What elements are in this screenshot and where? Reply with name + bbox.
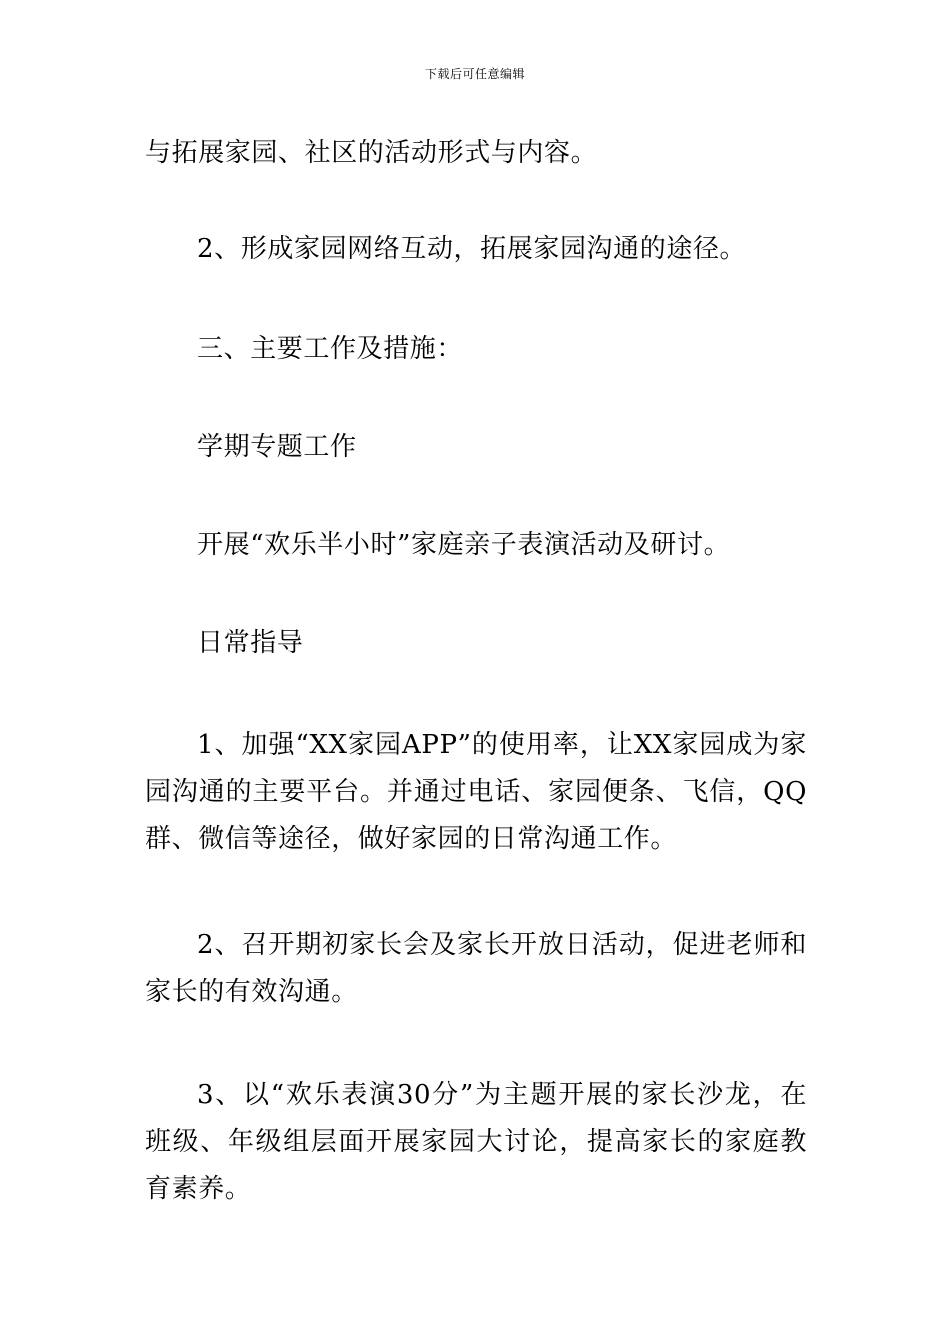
page-header: 下载后可任意编辑 (424, 67, 525, 81)
paragraph-item-2: 2、召开期初家长会及家长开放日活动，促进老师和家长的有效沟通。 (145, 930, 807, 1007)
paragraph-continuation: 与拓展家园、社区的活动形式与内容。 (145, 138, 598, 168)
section-heading-main-work: 三、主要工作及措施： (197, 334, 464, 364)
paragraph-item-1: 1、加强“XX家园APP”的使用率，让XX家园成为家园沟通的主要平台。并通过电话、家园便条、飞信，QQ群、微信等途径，做好家园的日常沟通工作。 (145, 730, 807, 854)
subheading-semester-topic: 学期专题工作 (197, 432, 357, 462)
paragraph-goal-2: 2、形成家园网络互动，拓展家园沟通的途径。 (197, 234, 747, 264)
subheading-daily-guidance: 日常指导 (197, 628, 304, 658)
paragraph-activity: 开展“欢乐半小时”家庭亲子表演活动及研讨。 (197, 530, 731, 560)
paragraph-item-3: 3、以“欢乐表演30分”为主题开展的家长沙龙，在班级、年级组层面开展家园大讨论，提高家长的家庭教育素养。 (145, 1080, 807, 1204)
